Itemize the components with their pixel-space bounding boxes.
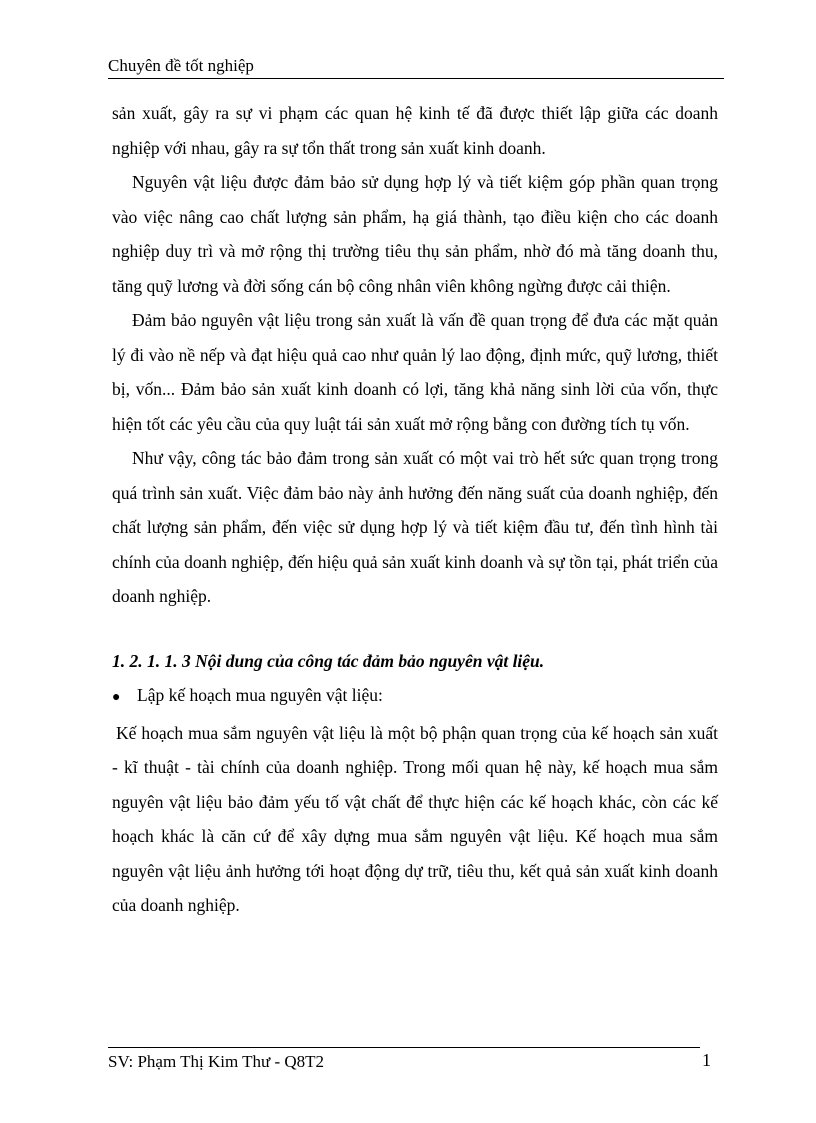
- section-spacer: [112, 614, 718, 644]
- bullet-text: Lập kế hoạch mua nguyên vật liệu:: [137, 685, 383, 705]
- paragraph: Đảm bảo nguyên vật liệu trong sản xuất là vấn đề quan trọng để đưa các mặt quản lý đi vào nề nếp và đạt hiệu quả cao như quản lý lao động, định mức, quỹ lương, thiết bị, vốn... Đảm bảo sản xuất kinh doanh có lợi, tăng khả năng sinh lời của vốn, thực hiện tốt các yêu cầu của quy luật tái sản xuất mở rộng bằng con đường tích tụ vốn.: [112, 310, 718, 434]
- paragraph: Kế hoạch mua sắm nguyên vật liệu là một bộ phận quan trọng của kế hoạch sản xuất - kĩ thuật - tài chính của doanh nghiệp. Trong mối quan hệ này, kế hoạch mua sắm nguyên vật liệu bảo đảm yếu tố vật chất để thực hiện các kế hoạch khác, còn các kế hoạch khác là căn cứ để xây dựng mua sắm nguyên vật liệu. Kế hoạch mua sắm nguyên vật liệu ảnh hưởng tới hoạt động dự trữ, tiêu thu, kết quả sản xuất kinh doanh của doanh nghiệp.: [112, 722, 718, 915]
- bullet-dot-icon: ●: [112, 690, 121, 705]
- page-header: [108, 52, 724, 79]
- header-title: Chuyên đề tốt nghiệp: [108, 56, 254, 75]
- paragraph: Nguyên vật liệu được đảm bảo sử dụng hợp lý và tiết kiệm góp phần quan trọng vào việc nâng cao chất lượng sản phẩm, hạ giá thành, tạo điều kiện cho các doanh nghiệp duy trì và mở rộng thị trường tiêu thụ sản phẩm, nhờ đó mà tăng doanh thu, tăng quỹ lương và đời sống cán bộ công nhân viên không ngừng được cải thiện.: [112, 172, 718, 296]
- paragraph: Như vậy, công tác bảo đảm trong sản xuất có một vai trò hết sức quan trọng trong quá trình sản xuất. Việc đảm bảo này ảnh hưởng đến năng suất của doanh nghiệp, đến chất lượng sản phẩm, đến việc sử dụng hợp lý và tiết kiệm đầu tư, đến tình hình tài chính của doanh nghiệp, đến hiệu quả sản xuất kinh doanh và sự tồn tại, phát triển của doanh nghiệp.: [112, 448, 718, 606]
- bullet-item: [112, 678, 718, 716]
- section-heading: 1. 2. 1. 1. 3 Nội dung của công tác đảm bảo nguyên vật liệu.: [112, 650, 545, 671]
- paragraph: sản xuất, gây ra sự vi phạm các quan hệ kinh tế đã được thiết lập giữa các doanh nghiệp với nhau, gây ra sự tổn thất trong sản xuất kinh doanh.: [112, 103, 718, 158]
- page-number: 1: [702, 1050, 711, 1070]
- document-body: [112, 96, 718, 923]
- footer-divider: [108, 1047, 700, 1048]
- footer-student-info: SV: Phạm Thị Kim Thư - Q8T2: [108, 1052, 325, 1071]
